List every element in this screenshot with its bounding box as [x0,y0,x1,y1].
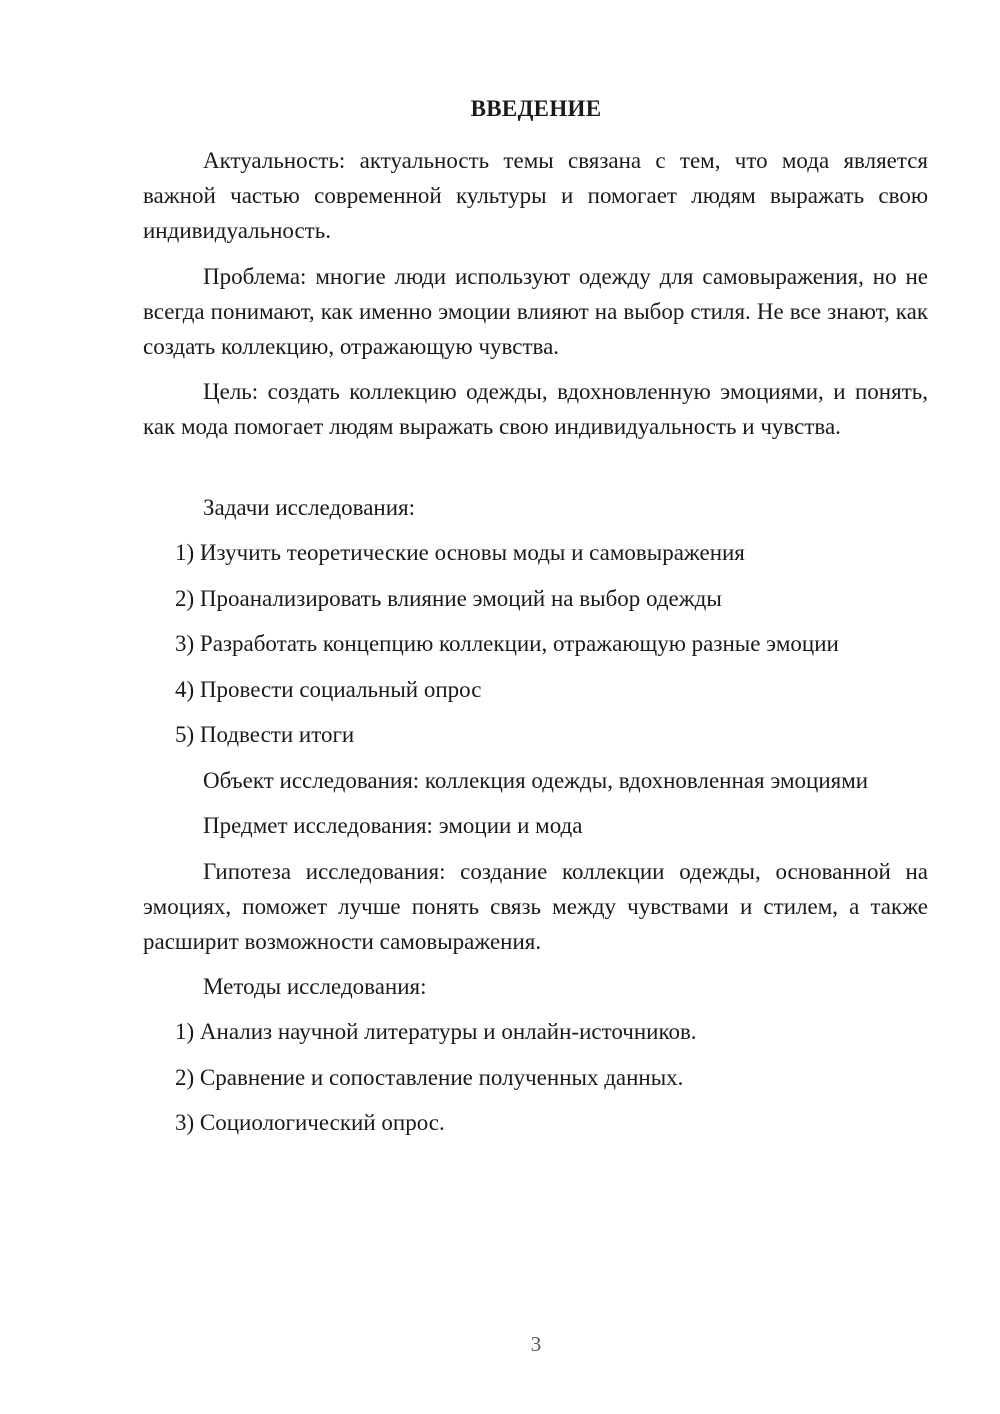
task-item: 1) Изучить теоретические основы моды и самовыражения [175,540,745,565]
paragraph-goal [143,374,928,444]
task-item: 5) Подвести итоги [175,722,355,747]
methods-heading: Методы исследования: [203,974,427,999]
task-item: 3) Разработать концепцию коллекции, отражающую разные эмоции [175,631,839,656]
research-object: Объект исследования: коллекция одежды, вдохновленная эмоциями [203,768,869,793]
paragraph-problem-text: Проблема: многие люди используют одежду для самовыражения, но не всегда понимают, как именно эмоции влияют на выбор стиля. Не все знают, как создать коллекцию, отражающую чувства. [143,264,928,359]
method-item: 2) Сравнение и сопоставление полученных данных. [175,1065,684,1090]
task-item: 4) Провести социальный опрос [175,677,482,702]
method-item: 3) Социологический опрос. [175,1110,445,1135]
task-item: 2) Проанализировать влияние эмоций на выбор одежды [175,586,722,611]
paragraph-goal-text: Цель: создать коллекцию одежды, вдохновленную эмоциями, и понять, как мода помогает людям выражать свою индивидуальность и чувства. [143,379,928,439]
paragraph-hypothesis [143,854,928,959]
section-title: ВВЕДЕНИЕ [470,96,602,121]
page-number: 3 [530,1332,542,1356]
paragraph-problem [143,259,928,364]
research-subject: Предмет исследования: эмоции и мода [203,813,583,838]
tasks-heading: Задачи исследования: [203,495,416,520]
paragraph-hypothesis-text: Гипотеза исследования: создание коллекции одежды, основанной на эмоциях, поможет лучше понять связь между чувствами и стилем, а также расширит возможности самовыражения. [143,859,928,954]
method-item: 1) Анализ научной литературы и онлайн-источников. [175,1019,697,1044]
paragraph-relevance [143,143,928,248]
paragraph-relevance-text: Актуальность: актуальность темы связана с тем, что мода является важной частью современной культуры и помогает людям выражать свою индивидуальность. [143,148,928,243]
